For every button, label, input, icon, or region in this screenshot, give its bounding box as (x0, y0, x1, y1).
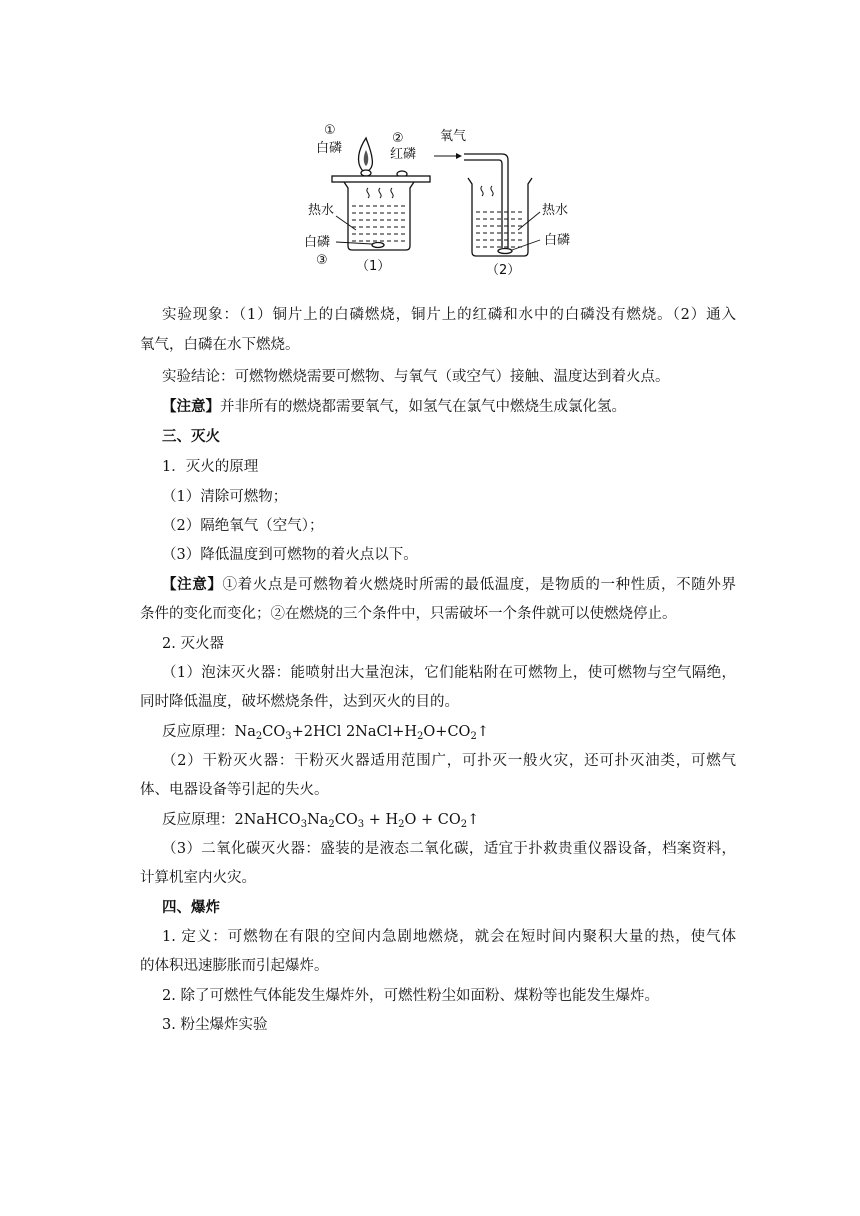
label-red-phosphorus: 红磷 (390, 147, 417, 162)
section-heading-4: 四、爆炸 (162, 899, 220, 916)
note-1 (162, 397, 626, 417)
conclusion-line: 实验结论：可燃物燃烧需要可燃物、与氧气（或空气）接触、温度达到着火点。 (162, 369, 670, 385)
explosion-definition-line-2: 的体积迅速膨胀而引起爆炸。 (140, 958, 329, 974)
principle-item-3: （3）降低温度到可燃物的着火点以下。 (162, 547, 418, 563)
principle-item-2: （2）隔绝氧气（空气）； (162, 518, 324, 534)
extinguisher-heading: 2. 灭火器 (162, 636, 224, 652)
label-white-phosphorus-1: 白磷 (316, 141, 343, 156)
label-circle-3: ③ (316, 253, 328, 268)
label-white-phosphorus-2: 白磷 (304, 235, 331, 250)
explosion-definition-line-1: 1. 定义：可燃物在有限的空间内急剧地燃烧，就会在短时间内聚积大量的热，使气体 (162, 929, 736, 945)
experiment-diagram (296, 118, 586, 283)
label-circle-2: ② (392, 131, 404, 146)
label-circle-1: ① (324, 123, 336, 138)
apparatus-2 (434, 153, 540, 256)
principle-heading: 1．灭火的原理 (162, 459, 259, 475)
label-white-phosphorus-3: 白磷 (544, 233, 571, 248)
note-2-line-1 (162, 575, 736, 595)
observation-line-2: 氧气，白磷在水下燃烧。 (140, 337, 300, 353)
note-2-tag: 【注意】 (162, 576, 223, 593)
caption-2: （2） (486, 263, 521, 278)
foam-extinguisher-line-1: （1）泡沫灭火器：能喷射出大量泡沫，它们能粘附在可燃物上，使可燃物与空气隔绝， (162, 665, 736, 681)
principle-item-1: （1）清除可燃物； (162, 489, 288, 505)
dust-experiment-heading: 3. 粉尘爆炸实验 (162, 1017, 268, 1033)
co2-extinguisher-line-1: （3）二氧化碳灭火器：盛装的是液态二氧化碳，适宜于扑救贵重仪器设备，档案资料， (162, 841, 736, 857)
caption-1: （1） (356, 259, 391, 274)
dust-explosion-line: 2. 除了可燃性气体能发生爆炸外，可燃性粉尘如面粉、煤粉等也能发生爆炸。 (162, 988, 659, 1004)
dry-powder-line-2: 体、电器设备等引起的失火。 (140, 782, 329, 798)
observation-line-1: 实验现象：（1）铜片上的白磷燃烧，铜片上的红磷和水中的白磷没有燃烧。（2）通入 (162, 307, 736, 323)
note-2-line-2: 条件的变化而变化；②在燃烧的三个条件中，只需破坏一个条件就可以使燃烧停止。 (140, 606, 677, 622)
co2-extinguisher-line-2: 计算机室内火灾。 (140, 870, 256, 886)
reaction-1: 反应原理：$Na_2CO_3+2HCl$ $2NaCl+H_2O+CO_2↑$ (162, 724, 489, 742)
note-1-text: 并非所有的燃烧都需要氧气，如氢气在氯气中燃烧生成氯化氢。 (220, 399, 626, 415)
dry-powder-line-1: （2）干粉灭火器：干粉灭火器适用范围广，可扑灭一般火灾，还可扑灭油类，可燃气 (162, 753, 736, 769)
label-hot-water-1: 热水 (308, 203, 335, 218)
note-1-tag: 【注意】 (162, 398, 220, 415)
foam-extinguisher-line-2: 同时降低温度，破坏燃烧条件，达到灭火的目的。 (140, 694, 459, 710)
reaction-2: 反应原理：$2NaHCO_3Na_2CO_3 + H_2O$ + $CO_2↑$ (162, 812, 480, 830)
label-hot-water-2: 热水 (542, 203, 569, 218)
label-oxygen: 氧气 (440, 129, 467, 144)
section-heading-3: 三、灭火 (162, 428, 220, 445)
combustion-experiment-figure (296, 118, 586, 283)
note-2-text-a: ①着火点是可燃物着火燃烧时所需的最低温度，是物质的一种性质，不随外界 (222, 577, 737, 593)
